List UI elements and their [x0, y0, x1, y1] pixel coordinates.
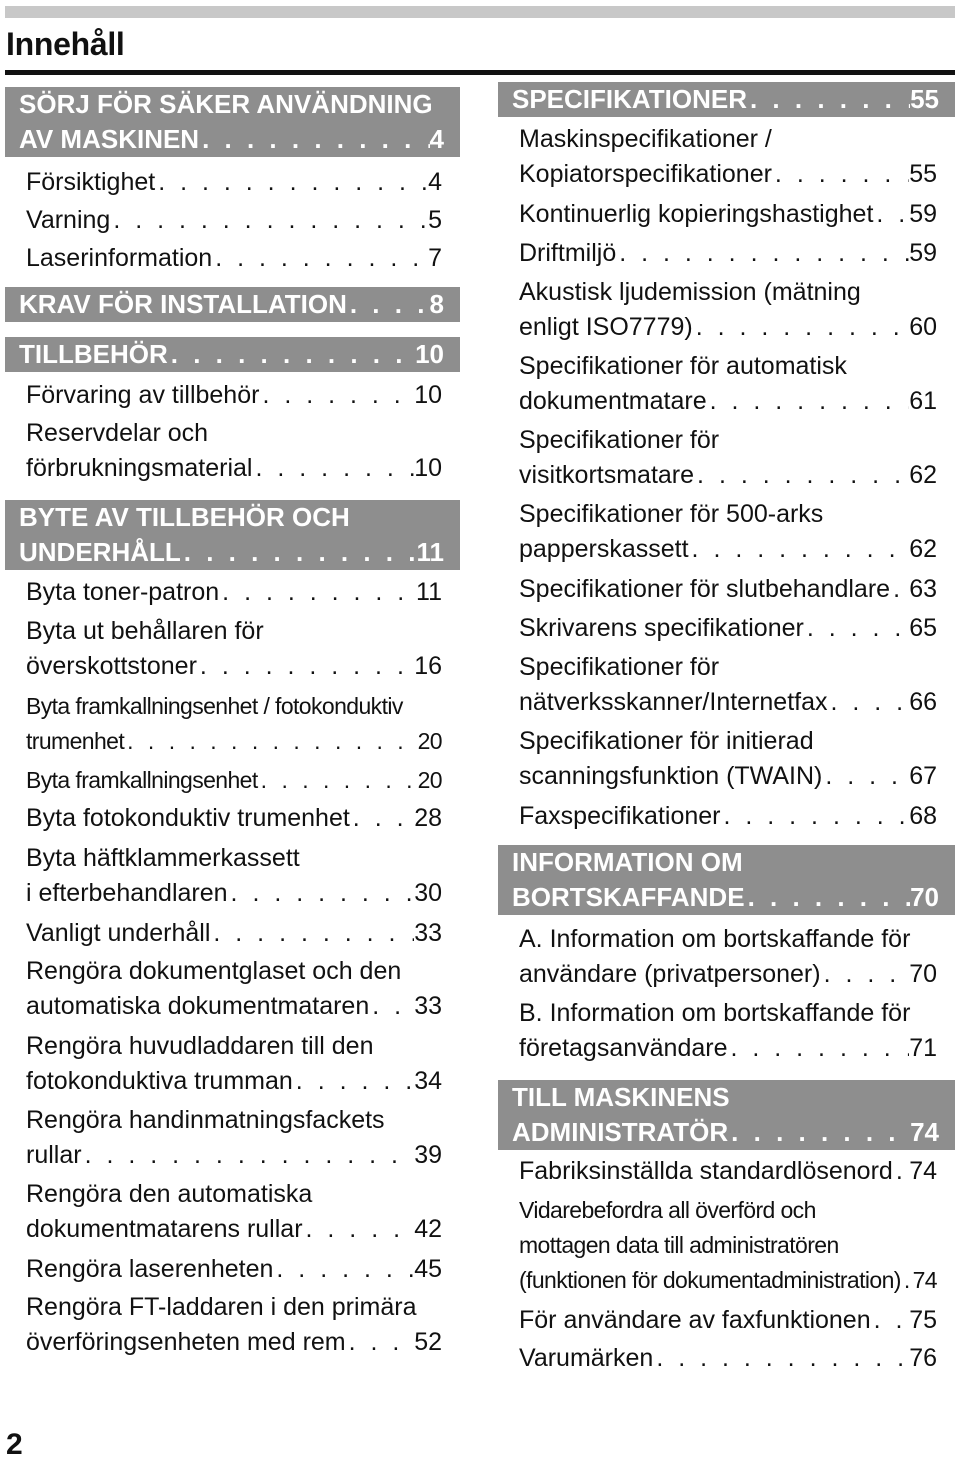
toc-section-heading — [5, 87, 460, 157]
toc-page-number: 10 — [414, 381, 442, 409]
toc-page-number: 45 — [414, 1255, 442, 1283]
toc-entry — [5, 614, 460, 684]
toc-entry — [5, 575, 460, 610]
toc-section-heading — [5, 337, 460, 372]
toc-entry — [5, 378, 460, 413]
toc-line — [519, 275, 937, 310]
toc-line — [519, 572, 937, 607]
toc-page-number: 8 — [429, 289, 444, 319]
toc-dot-leader — [347, 287, 430, 322]
toc-line — [26, 649, 442, 684]
toc-title-text: Specifikationer för initierad — [519, 727, 814, 755]
toc-entry — [498, 922, 955, 992]
toc-entry — [498, 122, 955, 192]
toc-title-text: företagsanvändare — [519, 1034, 728, 1062]
toc-page-number: 16 — [414, 652, 442, 680]
toc-dot-leader — [871, 1303, 910, 1338]
toc-title-text: Kontinuerlig kopieringshastighet — [519, 200, 874, 228]
toc-entry — [5, 1029, 460, 1099]
toc-title-text: automatiska dokumentmataren — [26, 992, 370, 1020]
toc-line — [26, 916, 442, 951]
toc-entry — [5, 1177, 460, 1247]
toc-dot-leader — [727, 1031, 909, 1066]
toc-line — [512, 845, 939, 880]
toc-dot-leader — [901, 1263, 913, 1298]
toc-title-text: Byta toner-patron — [26, 578, 220, 606]
toc-line — [519, 458, 937, 493]
toc-page-number: 65 — [909, 614, 937, 642]
toc-dot-leader — [199, 122, 429, 157]
toc-entry — [5, 416, 460, 486]
toc-page-number: 10 — [415, 339, 444, 369]
toc-page-number: 71 — [909, 1034, 937, 1062]
toc-title-text: mottagen data till administratören — [519, 1232, 839, 1258]
toc-line — [519, 922, 937, 957]
toc-title-text: förbrukningsmaterial — [26, 454, 253, 482]
toc-line — [519, 1228, 937, 1263]
toc-page-number: 75 — [909, 1306, 937, 1334]
toc-line — [26, 724, 442, 759]
toc-line — [519, 1263, 937, 1298]
toc-page-number: 62 — [909, 535, 937, 563]
toc-line — [26, 165, 442, 200]
toc-title-text: Specifikationer för — [519, 426, 720, 454]
toc-page-number: 74 — [909, 1157, 937, 1185]
toc-line — [519, 497, 937, 532]
toc-dot-leader — [258, 763, 418, 798]
toc-dot-leader — [110, 203, 428, 238]
toc-dot-leader — [219, 575, 416, 610]
toc-dot-leader — [890, 572, 909, 607]
toc-page-number: 11 — [416, 537, 444, 567]
toc-entry — [498, 197, 955, 232]
toc-line — [26, 1029, 442, 1064]
toc-page-number: 33 — [414, 919, 442, 947]
toc-line — [26, 1325, 442, 1360]
toc-entry — [5, 165, 460, 200]
toc-title-text: Varning — [26, 206, 111, 234]
toc-title-text: dokumentmatarens rullar — [26, 1215, 303, 1243]
toc-dot-leader — [828, 685, 910, 720]
toc-line — [519, 1303, 937, 1338]
toc-title-text: Vanligt underhåll — [26, 919, 211, 947]
toc-page-number: 28 — [414, 804, 442, 832]
toc-page-number: 20 — [417, 767, 442, 793]
toc-entry — [498, 423, 955, 493]
toc-line — [519, 310, 937, 345]
toc-line — [519, 957, 937, 992]
toc-dot-leader — [745, 880, 911, 915]
toc-dot-leader — [82, 1138, 415, 1173]
toc-dot-leader — [253, 451, 415, 486]
toc-title-text: nätverksskanner/Internetfax — [519, 688, 828, 716]
toc-entry — [5, 1252, 460, 1287]
toc-line — [26, 801, 442, 836]
toc-title-text: Specifikationer för 500-arks — [519, 500, 824, 528]
toc-line — [26, 416, 442, 451]
toc-entry — [5, 954, 460, 1024]
toc-line — [519, 532, 937, 567]
toc-line — [519, 611, 937, 646]
toc-page-number: 59 — [909, 200, 937, 228]
toc-page-number: 67 — [909, 762, 937, 790]
toc-line — [512, 880, 939, 915]
toc-title-text: TILLBEHÖR — [19, 339, 168, 369]
toc-title-text: BORTSKAFFANDE — [512, 882, 745, 912]
toc-entry — [5, 841, 460, 911]
toc-page-number: 55 — [910, 84, 939, 114]
toc-page-number: 10 — [414, 454, 442, 482]
toc-title-text: Faxspecifikationer — [519, 802, 721, 830]
toc-line — [519, 1154, 937, 1189]
toc-line — [26, 1138, 442, 1173]
toc-page-number: 68 — [909, 802, 937, 830]
toc-title-text: Byta framkallningsenhet / fotokonduktiv — [26, 693, 403, 719]
toc-title-text: papperskassett — [519, 535, 689, 563]
toc-dot-leader — [822, 759, 909, 794]
toc-entry — [498, 1193, 955, 1298]
toc-line — [26, 1177, 442, 1212]
toc-dot-leader — [210, 916, 414, 951]
toc-line — [519, 799, 937, 834]
toc-entry — [5, 689, 460, 759]
toc-title-text: Rengöra dokumentglaset och den — [26, 957, 402, 985]
toc-line — [519, 122, 937, 157]
toc-title-text: Rengöra FT-laddaren i den primära — [26, 1293, 417, 1321]
toc-dot-leader — [259, 378, 414, 413]
toc-dot-leader — [346, 1325, 415, 1360]
toc-title-text: scanningsfunktion (TWAIN) — [519, 762, 823, 790]
toc-title-text: i efterbehandlaren — [26, 879, 228, 907]
toc-dot-leader — [728, 1115, 910, 1150]
toc-dot-leader — [303, 1212, 415, 1247]
toc-entry — [5, 801, 460, 836]
toc-page-number: 74 — [912, 1267, 937, 1293]
toc-dot-leader — [616, 236, 909, 271]
toc-title-text: SÖRJ FÖR SÄKER ANVÄNDNING — [19, 89, 433, 119]
toc-dot-leader — [212, 241, 428, 276]
toc-page-number: 30 — [414, 879, 442, 907]
toc-dot-leader — [747, 82, 910, 117]
header-title-rule — [5, 70, 955, 75]
toc-dot-leader — [369, 989, 414, 1024]
toc-line — [519, 996, 937, 1031]
toc-title-text: Rengöra den automatiska — [26, 1180, 313, 1208]
toc-title-text: SPECIFIKATIONER — [512, 84, 747, 114]
toc-page-number: 4 — [429, 124, 444, 154]
toc-title-text: Specifikationer för — [519, 653, 720, 681]
toc-entry — [498, 1341, 955, 1376]
toc-page-number: 33 — [414, 992, 442, 1020]
toc-line — [26, 1212, 442, 1247]
toc-title-text: Reservdelar och — [26, 419, 209, 447]
toc-dot-leader — [293, 1064, 414, 1099]
toc-line — [519, 236, 937, 271]
toc-title-text: INFORMATION OM — [512, 847, 743, 877]
toc-entry — [498, 497, 955, 567]
toc-dot-leader — [772, 157, 909, 192]
toc-page-number: 20 — [417, 728, 442, 754]
toc-line — [26, 763, 442, 798]
toc-line — [26, 841, 442, 876]
toc-page-number: 59 — [909, 239, 937, 267]
page-title: Innehåll — [6, 26, 125, 62]
toc-title-text: fotokonduktiva trumman — [26, 1067, 293, 1095]
toc-dot-leader — [350, 801, 414, 836]
toc-entry — [5, 203, 460, 238]
toc-page-number: 52 — [414, 1328, 442, 1356]
toc-line — [519, 1193, 937, 1228]
toc-entry — [498, 275, 955, 345]
toc-line — [512, 1080, 939, 1115]
toc-line — [519, 1341, 937, 1376]
toc-line — [519, 1031, 937, 1066]
toc-page-number: 61 — [909, 387, 937, 415]
toc-title-text: Förvaring av tillbehör — [26, 381, 260, 409]
toc-line — [26, 989, 442, 1024]
toc-line — [26, 1290, 442, 1325]
toc-line — [26, 614, 442, 649]
toc-dot-leader — [873, 197, 909, 232]
toc-dot-leader — [804, 611, 909, 646]
header-top-rule — [5, 6, 955, 18]
toc-dot-leader — [689, 532, 910, 567]
toc-dot-leader — [197, 649, 414, 684]
toc-page-number: 34 — [414, 1067, 442, 1095]
toc-dot-leader — [694, 458, 909, 493]
toc-line — [19, 87, 444, 122]
toc-dot-leader — [693, 310, 909, 345]
toc-entry — [498, 799, 955, 834]
toc-title-text: enligt ISO7779) — [519, 313, 693, 341]
toc-title-text: Rengöra handinmatningsfackets — [26, 1106, 385, 1134]
toc-line — [519, 197, 937, 232]
toc-title-text: Byta häftklammerkassett — [26, 844, 300, 872]
toc-entry — [498, 611, 955, 646]
toc-page-number: 39 — [414, 1141, 442, 1169]
toc-page-number: 74 — [910, 1117, 939, 1147]
toc-section-heading — [498, 1080, 955, 1150]
toc-entry — [498, 1303, 955, 1338]
toc-dot-leader — [893, 1154, 909, 1189]
toc-line — [519, 650, 937, 685]
toc-dot-leader — [653, 1341, 909, 1376]
toc-title-text: Fabriksinställda standardlösenord — [519, 1157, 893, 1185]
toc-line — [519, 423, 937, 458]
toc-dot-leader — [168, 337, 415, 372]
toc-entry — [498, 236, 955, 271]
toc-line — [26, 954, 442, 989]
toc-title-text: Byta ut behållaren för — [26, 617, 264, 645]
toc-title-text: Försiktighet — [26, 168, 156, 196]
toc-title-text: Kopiatorspecifikationer — [519, 160, 772, 188]
toc-title-text: Varumärken — [519, 1344, 654, 1372]
toc-entry — [5, 916, 460, 951]
toc-line — [26, 241, 442, 276]
toc-title-text: Byta fotokonduktiv trumenhet — [26, 804, 350, 832]
toc-line — [26, 876, 442, 911]
toc-line — [19, 287, 444, 322]
toc-line — [19, 122, 444, 157]
toc-page-number: 11 — [416, 578, 442, 606]
toc-title-text: Driftmiljö — [519, 239, 617, 267]
toc-line — [519, 349, 937, 384]
toc-line — [26, 689, 442, 724]
toc-section-heading — [498, 845, 955, 915]
toc-line — [26, 575, 442, 610]
toc-title-text: För användare av faxfunktionen — [519, 1306, 871, 1334]
toc-page-number: 5 — [428, 206, 442, 234]
toc-title-text: Akustisk ljudemission (mätning — [519, 278, 861, 306]
toc-page-number: 70 — [910, 882, 939, 912]
toc-line — [19, 500, 444, 535]
toc-entry — [498, 572, 955, 607]
toc-entry — [498, 996, 955, 1066]
toc-line — [512, 1115, 939, 1150]
toc-entry — [498, 724, 955, 794]
toc-title-text: AV MASKINEN — [19, 124, 200, 154]
toc-page-number: 60 — [909, 313, 937, 341]
toc-entry — [498, 1154, 955, 1189]
toc-title-text: Rengöra huvudladdaren till den — [26, 1032, 374, 1060]
toc-title-text: överskottstoner — [26, 652, 197, 680]
toc-line — [26, 1064, 442, 1099]
toc-line — [19, 337, 444, 372]
toc-title-text: Byta framkallningsenhet — [26, 767, 258, 793]
toc-line — [26, 451, 442, 486]
toc-title-text: Specifikationer för automatisk — [519, 352, 847, 380]
toc-line — [519, 685, 937, 720]
toc-section-heading — [5, 500, 460, 570]
toc-page-number: 63 — [909, 575, 937, 603]
toc-dot-leader — [228, 876, 415, 911]
toc-title-text: Specifikationer för slutbehandlare — [519, 575, 891, 603]
toc-title-text: UNDERHÅLL — [19, 537, 181, 567]
toc-title-text: trumenhet — [26, 728, 125, 754]
toc-line — [519, 759, 937, 794]
toc-entry — [498, 349, 955, 419]
toc-title-text: Laserinformation — [26, 244, 213, 272]
toc-dot-leader — [155, 165, 428, 200]
toc-page-number: 7 — [428, 244, 442, 272]
toc-dot-leader — [720, 799, 909, 834]
toc-page-number: 4 — [428, 168, 442, 196]
toc-entry — [5, 763, 460, 798]
toc-line — [519, 157, 937, 192]
toc-page-number: 66 — [909, 688, 937, 716]
toc-line — [519, 384, 937, 419]
toc-line — [26, 1103, 442, 1138]
toc-section-heading — [5, 287, 460, 322]
toc-line — [19, 535, 444, 570]
toc-title-text: visitkortsmatare — [519, 461, 695, 489]
toc-title-text: B. Information om bortskaffande för — [519, 999, 911, 1027]
toc-entry — [5, 241, 460, 276]
toc-section-heading — [498, 82, 955, 117]
toc-dot-leader — [273, 1252, 414, 1287]
toc-title-text: BYTE AV TILLBEHÖR OCH — [19, 502, 350, 532]
toc-page-number: 76 — [909, 1344, 937, 1372]
toc-dot-leader — [821, 957, 910, 992]
toc-title-text: KRAV FÖR INSTALLATION — [19, 289, 347, 319]
toc-title-text: TILL MASKINENS — [512, 1082, 730, 1112]
toc-page-number: 55 — [909, 160, 937, 188]
toc-title-text: Maskinspecifikationer / — [519, 125, 772, 153]
toc-line — [26, 378, 442, 413]
toc-dot-leader — [707, 384, 910, 419]
toc-line — [26, 203, 442, 238]
toc-entry — [498, 650, 955, 720]
toc-title-text: Vidarebefordra all överförd och — [519, 1197, 816, 1223]
toc-page-number: 42 — [414, 1215, 442, 1243]
page-number: 2 — [6, 1428, 23, 1461]
toc-line — [26, 1252, 442, 1287]
toc-title-text: A. Information om bortskaffande för — [519, 925, 911, 953]
toc-line — [512, 82, 939, 117]
toc-title-text: rullar — [26, 1141, 82, 1169]
toc-line — [519, 724, 937, 759]
toc-title-text: ADMINISTRATÖR — [512, 1117, 729, 1147]
toc-entry — [5, 1103, 460, 1173]
toc-page-number: 70 — [909, 960, 937, 988]
toc-title-text: överföringsenheten med rem — [26, 1328, 346, 1356]
toc-title-text: Rengöra laserenheten — [26, 1255, 274, 1283]
toc-page-number: 62 — [909, 461, 937, 489]
toc-title-text: Skrivarens specifikationer — [519, 614, 804, 642]
toc-entry — [5, 1290, 460, 1360]
toc-dot-leader — [181, 535, 417, 570]
toc-title-text: (funktionen för dokumentadministration) — [519, 1267, 901, 1293]
toc-dot-leader — [124, 724, 417, 759]
toc-title-text: användare (privatpersoner) — [519, 960, 821, 988]
toc-title-text: dokumentmatare — [519, 387, 707, 415]
